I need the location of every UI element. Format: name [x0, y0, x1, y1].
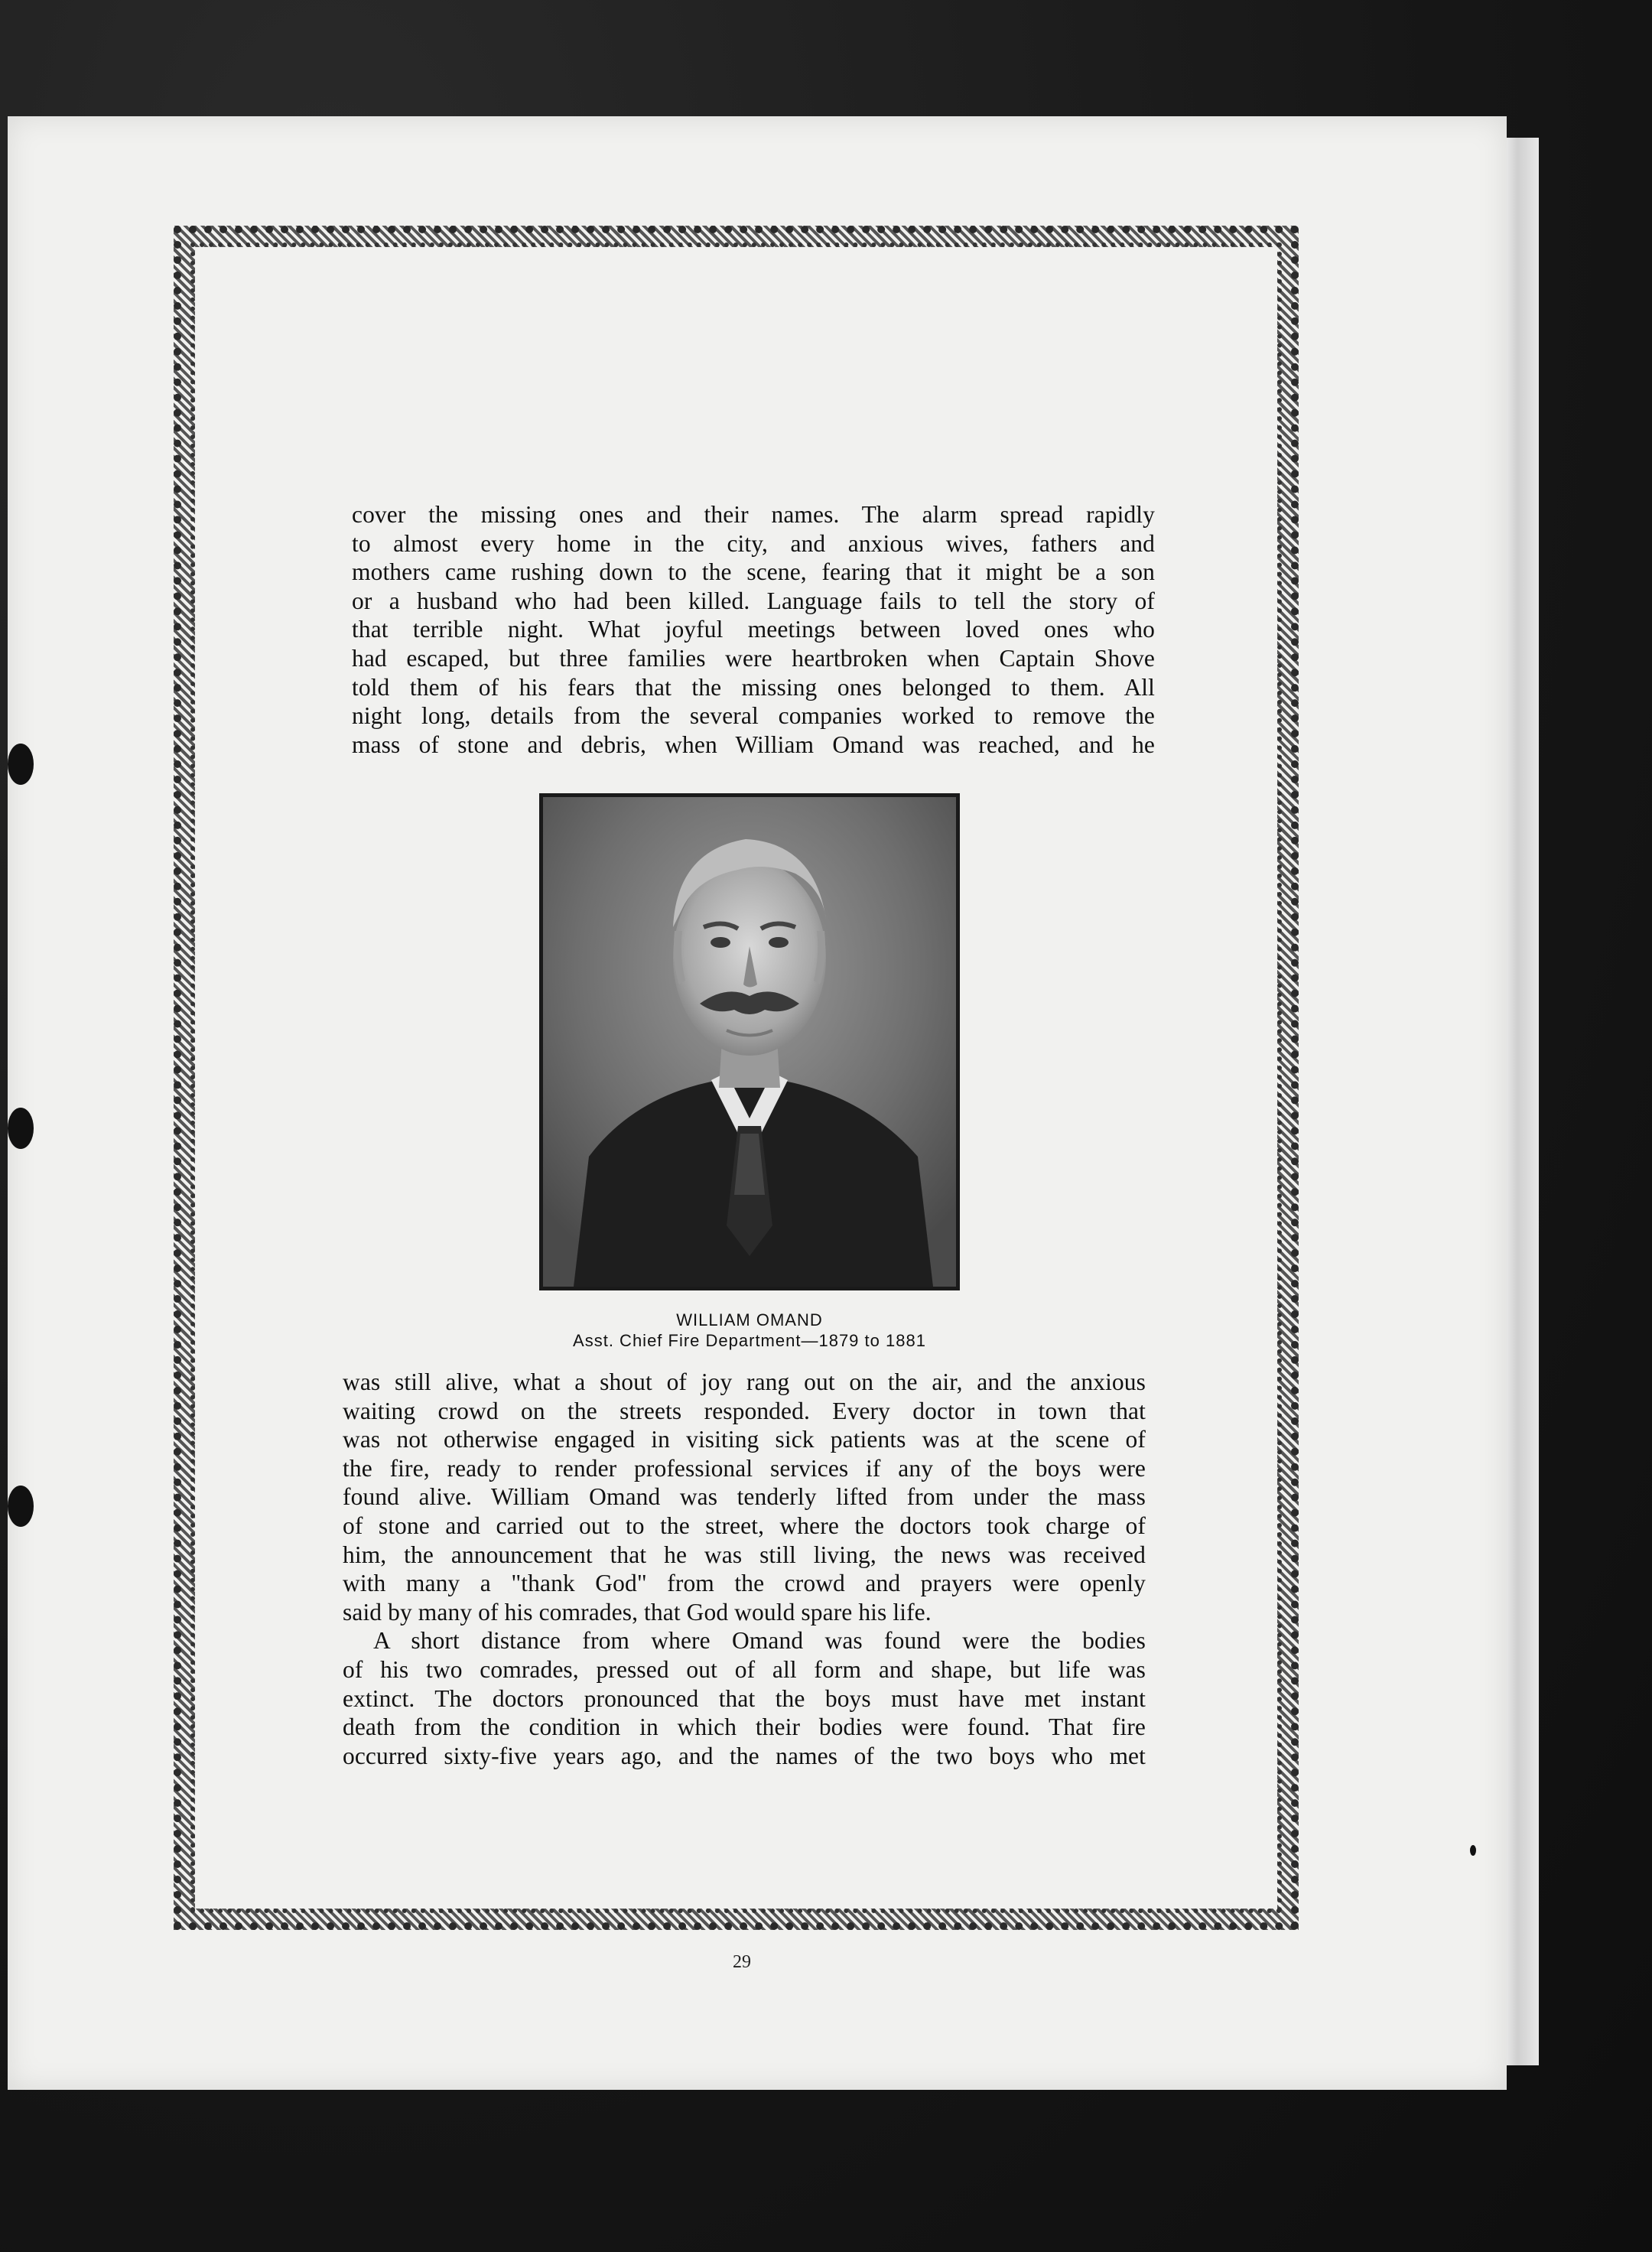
text-line: of his two comrades, pressed out of all form and shape, but life was [343, 1655, 1146, 1683]
text-line: mothers came rushing down to the scene, fearing that it might be a son [352, 558, 1155, 586]
text-line: or a husband who had been killed. Language fails to tell the story of [352, 587, 1155, 614]
text-line: extinct. The doctors pronounced that the boys must have met instant [343, 1684, 1146, 1712]
text-line: night long, details from the several companies worked to remove the [352, 702, 1155, 730]
portrait-photo [539, 793, 960, 1290]
text-line: A short distance from where Omand was found were the bodies [373, 1627, 1146, 1655]
text-line: cover the missing ones and their names. The alarm spread rapidly [352, 501, 1155, 528]
text-line: had escaped, but three families were heartbroken when Captain Shove [352, 644, 1155, 672]
text-line: told them of his fears that the missing ones belonged to them. All [352, 673, 1155, 701]
text-line: the fire, ready to render professional services if any of the boys were [343, 1454, 1146, 1482]
text-line: found alive. William Omand was tenderly lifted from under the mass [343, 1483, 1146, 1511]
punch-hole-middle [8, 1108, 34, 1149]
text-line: said by many of his comrades, that God would spare his life. [343, 1598, 932, 1626]
text-line: occurred sixty-five years ago, and the names of the two boys who met [343, 1742, 1146, 1769]
photo-caption-title: Asst. Chief Fire Department—1879 to 1881 [573, 1331, 926, 1350]
text-line: was not otherwise engaged in visiting sick patients was at the scene of [343, 1426, 1146, 1453]
text-line: was still alive, what a shout of joy rang out on the air, and the anxious [343, 1368, 1146, 1395]
text-line: to almost every home in the city, and anxious wives, fathers and [352, 529, 1155, 557]
text-line: with many a "thank God" from the crowd and prayers were openly [343, 1570, 1146, 1597]
punch-hole-top [8, 744, 34, 785]
portrait-illustration [543, 797, 956, 1287]
speck [1470, 1845, 1476, 1856]
text-line: that terrible night. What joyful meetings between loved ones who [352, 616, 1155, 643]
top-paragraph [352, 500, 1155, 759]
bottom-paragraphs [343, 1368, 1146, 1770]
punch-hole-bottom [8, 1486, 34, 1527]
text-line: death from the condition in which their bodies were found. That fire [343, 1713, 1146, 1741]
text-line: mass of stone and debris, when William Omand was reached, and he [352, 731, 1155, 758]
text-line: of stone and carried out to the street, where the doctors took charge of [343, 1512, 1146, 1539]
text-line: him, the announcement that he was still living, the news was received [343, 1541, 1146, 1568]
page-number: 29 [733, 1952, 751, 1972]
text-line: waiting crowd on the streets responded. Every doctor in town that [343, 1397, 1146, 1424]
photo-caption-name: WILLIAM OMAND [676, 1310, 823, 1329]
